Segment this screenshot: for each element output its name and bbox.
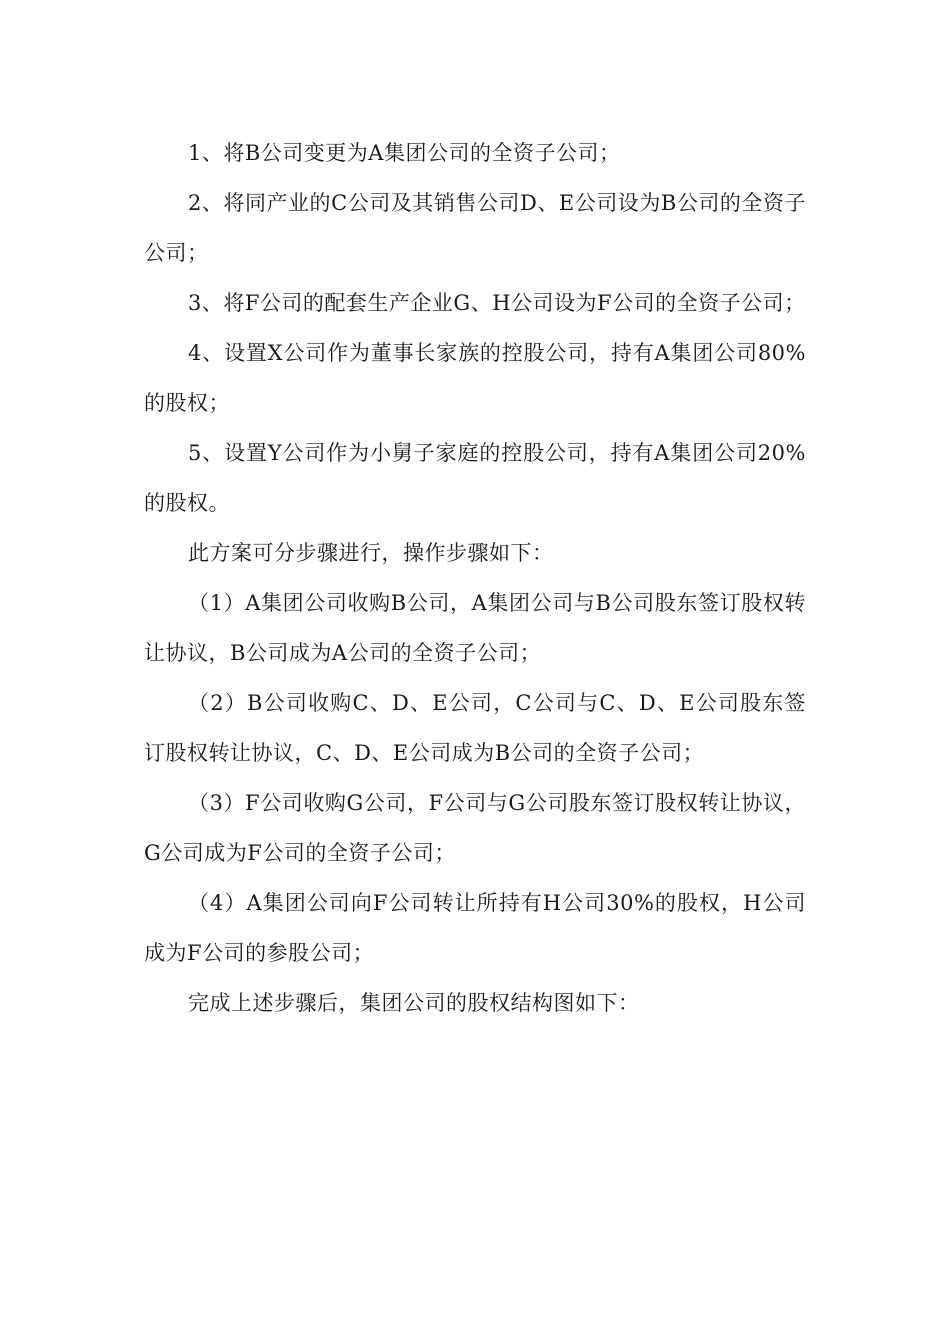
paragraph-step-1: （1）A集团公司收购B公司，A集团公司与B公司股东签订股权转让协议，B公司成为A公司的全资子公司； [144, 591, 806, 665]
paragraph-step-2: （2）B公司收购C、D、E公司，C公司与C、D、E公司股东签订股权转让协议，C、D、E公司成为B公司的全资子公司； [144, 691, 806, 765]
paragraph-item-5: 5、设置Y公司作为小舅子家庭的控股公司，持有A集团公司20%的股权。 [144, 441, 806, 515]
document-body [144, 128, 806, 1028]
paragraph-item-2: 2、将同产业的C公司及其销售公司D、E公司设为B公司的全资子公司； [144, 191, 806, 265]
paragraph-intro-steps: 此方案可分步骤进行，操作步骤如下： [188, 541, 554, 565]
paragraph-conclusion: 完成上述步骤后，集团公司的股权结构图如下： [188, 991, 640, 1015]
paragraph-item-1: 1、将B公司变更为A集团公司的全资子公司； [188, 141, 621, 165]
paragraph-item-3: 3、将F公司的配套生产企业G、H公司设为F公司的全资子公司； [188, 291, 806, 315]
paragraph-step-4: （4）A集团公司向F公司转让所持有H公司30%的股权，H公司成为F公司的参股公司； [144, 891, 806, 965]
paragraph-item-4: 4、设置X公司作为董事长家族的控股公司，持有A集团公司80%的股权； [144, 341, 806, 415]
paragraph-step-3: （3）F公司收购G公司，F公司与G公司股东签订股权转让协议，G公司成为F公司的全资子公司； [144, 791, 806, 865]
